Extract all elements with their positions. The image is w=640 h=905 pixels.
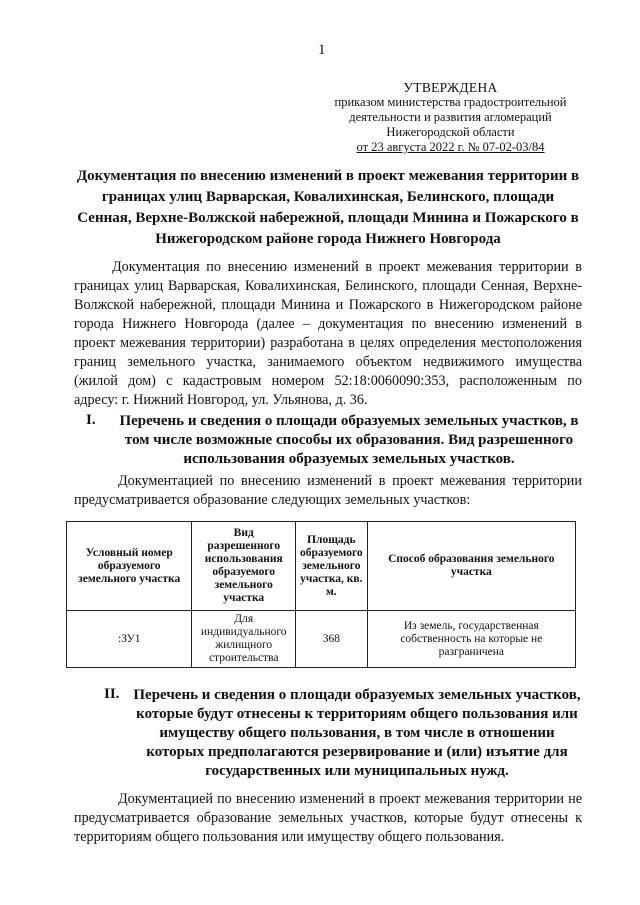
table-cell: 368 (296, 611, 368, 668)
section-1-title: Перечень и сведения о площади образуемых земельных участков, в том числе возможные способы их образования. Вид разрешенного использования образуемых земельных участков. (119, 413, 579, 467)
section-2-number: II. (104, 686, 120, 702)
section-2-title: Перечень и сведения о площади образуемых земельных участков, которые будут отнесены к территориям общего пользования или имуществу общего пользования, в том числе в отношении которых предполагаются резервирование и (или) изъятие для государственных или муниципальных нужд. (133, 687, 581, 779)
document-title: Документация по внесению изменений в проект межевания территории в границах улиц Варварская, Ковалихинская, Белинского, площади Сенная, Верхне-Волжской набережной, площади Минина и Пожарского в Нижегородском районе города Нижнего Новгорода (76, 168, 580, 247)
table-header-cell: Вид разрешенного использования образуемого земельного участка (192, 522, 296, 611)
table-header-row (67, 522, 576, 611)
approval-date: от 23 августа 2022 г. № 07-02-03/84 (356, 140, 545, 154)
approval-line-1: приказом министерства градостроительной (334, 95, 567, 109)
section-2-paragraph: Документацией по внесению изменений в проект межевания территории не предусматривается образование земельных участков, которые будут отнесены к территориям общего пользования или имуществу общего пользования. (74, 791, 582, 845)
parcels-table (66, 521, 576, 668)
section-1-number: I. (86, 412, 96, 428)
table-cell: :ЗУ1 (67, 611, 192, 668)
approval-line-3: Нижегородской области (386, 125, 515, 139)
intro-paragraph: Документация по внесению изменений в проект межевания территории в границах улиц Варварская, Ковалихинская, Белинского, площади Сенная, Верхне-Волжской набережной, площади Минина и Пожарского в Нижегородском районе города Нижнего Новгорода (далее – документация по внесению изменений в проект межевания территории) разработана в целях определения местоположения границ земельного участка, занимаемого объектом недвижимого имущества (жилой дом) с кадастровым номером 52:18:0060090:353, расположенным по адресу: г. Нижний Новгород, ул. Ульянова, д. 36. (74, 259, 582, 408)
section-1-paragraph: Документацией по внесению изменений в проект межевания территории предусматривается образование следующих земельных участков: (74, 473, 582, 508)
page-number: 1 (318, 42, 326, 58)
table-row (67, 611, 576, 668)
approval-line-2: деятельности и развития агломераций (349, 110, 552, 124)
approval-block (318, 80, 583, 155)
table-cell: Из земель, государственная собственность на которые не разграничена (367, 611, 575, 668)
table-cell: Для индивидуального жилищного строительства (192, 611, 296, 668)
table-header-cell: Площадь образуемого земельного участка, кв. м. (296, 522, 368, 611)
table-header-cell: Условный номер образуемого земельного участка (67, 522, 192, 611)
approval-heading: УТВЕРЖДЕНА (403, 80, 498, 95)
table-header-cell: Способ образования земельного участка (367, 522, 575, 611)
